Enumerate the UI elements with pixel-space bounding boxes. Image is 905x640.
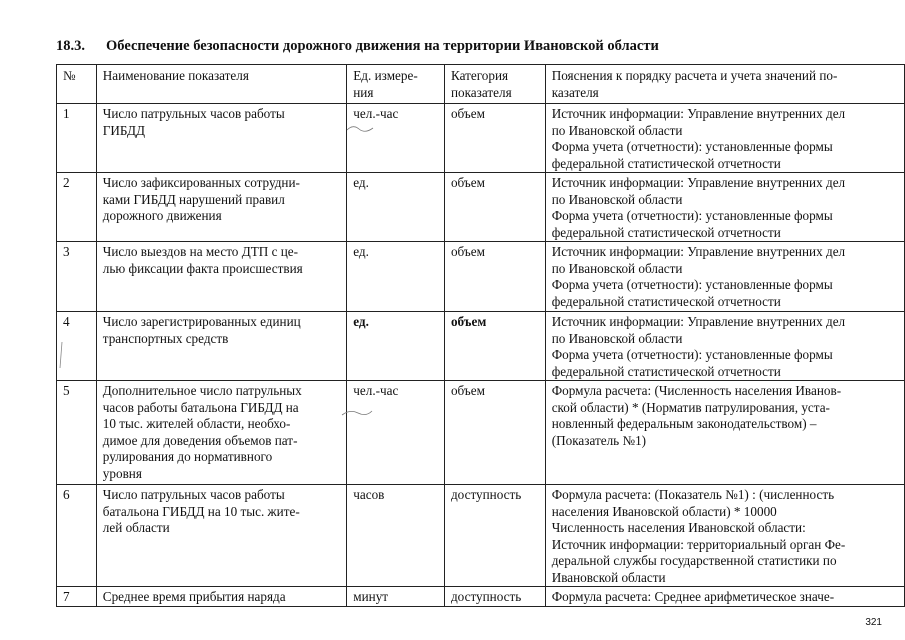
row-category: объем [444, 104, 545, 173]
indicators-table [56, 64, 905, 607]
row-name: Дополнительное число патрульных часов работы батальона ГИБДД на 10 тыс. жителей области, необхо- димое для доведения объемов пат- рулирования до нормативного уровня [96, 381, 346, 485]
section-title [56, 38, 659, 55]
row-name: Число выездов на место ДТП с це- лью фиксации факта происшествия [96, 242, 346, 312]
table-row [57, 485, 905, 587]
row-unit: ед. [347, 312, 445, 381]
table-row [57, 242, 905, 312]
pen-scribble-2 [340, 408, 374, 418]
row-name: Число зарегистрированных единиц транспортных средств [96, 312, 346, 381]
row-name: Число патрульных часов работы ГИБДД [96, 104, 346, 173]
row-category: объем [444, 173, 545, 242]
header-num: № [57, 65, 97, 104]
row-num: 7 [57, 587, 97, 607]
row-unit: ед. [347, 242, 445, 312]
row-category: доступность [444, 485, 545, 587]
row-explanation: Источник информации: Управление внутренних дел по Ивановской области Форма учета (отчетности): установленные формы федеральной статистической отчетности [545, 104, 904, 173]
page-number: 321 [865, 617, 882, 628]
row-explanation: Формула расчета: Среднее арифметическое значе- [545, 587, 904, 607]
row-explanation: Формула расчета: (Показатель №1) : (численность населения Ивановской области) * 10000 Численность населения Ивановской области: Источник информации: территориальный орган Фе- деральной службы государственной статистики по Ивановской области [545, 485, 904, 587]
row-name: Среднее время прибытия наряда [96, 587, 346, 607]
pen-scribble-1 [345, 124, 375, 134]
row-category: объем [444, 312, 545, 381]
row-explanation: Формула расчета: (Численность населения Иванов- ской области) * (Норматив патрулирования, уста- новленный федеральным законодательством) – (Показатель №1) [545, 381, 904, 485]
row-num: 6 [57, 485, 97, 587]
row-category: доступность [444, 587, 545, 607]
row-category: объем [444, 381, 545, 485]
row-num: 2 [57, 173, 97, 242]
row-explanation: Источник информации: Управление внутренних дел по Ивановской области Форма учета (отчетности): установленные формы федеральной статистической отчетности [545, 173, 904, 242]
table-row [57, 312, 905, 381]
row-unit: минут [347, 587, 445, 607]
row-unit: чел.-час [347, 381, 445, 485]
margin-mark [58, 340, 64, 370]
row-num: 3 [57, 242, 97, 312]
table-header-row [57, 65, 905, 104]
row-num: 5 [57, 381, 97, 485]
header-explanation: Пояснения к порядку расчета и учета значений по- казателя [545, 65, 904, 104]
header-category: Категория показателя [444, 65, 545, 104]
table-row [57, 173, 905, 242]
table-row [57, 381, 905, 485]
row-name: Число патрульных часов работы батальона ГИБДД на 10 тыс. жите- лей области [96, 485, 346, 587]
section-title-text: Обеспечение безопасности дорожного движения на территории Ивановской области [106, 38, 659, 54]
row-unit: чел.-час [347, 104, 445, 173]
header-name: Наименование показателя [96, 65, 346, 104]
row-explanation: Источник информации: Управление внутренних дел по Ивановской области Форма учета (отчетности): установленные формы федеральной статистической отчетности [545, 242, 904, 312]
row-num: 4 [57, 312, 97, 381]
row-explanation: Источник информации: Управление внутренних дел по Ивановской области Форма учета (отчетности): установленные формы федеральной статистической отчетности [545, 312, 904, 381]
table-row [57, 104, 905, 173]
row-unit: ед. [347, 173, 445, 242]
header-unit: Ед. измере- ния [347, 65, 445, 104]
section-number: 18.3. [56, 38, 85, 54]
table-row [57, 587, 905, 607]
row-num: 1 [57, 104, 97, 173]
row-unit: часов [347, 485, 445, 587]
row-category: объем [444, 242, 545, 312]
row-name: Число зафиксированных сотрудни- ками ГИБДД нарушений правил дорожного движения [96, 173, 346, 242]
